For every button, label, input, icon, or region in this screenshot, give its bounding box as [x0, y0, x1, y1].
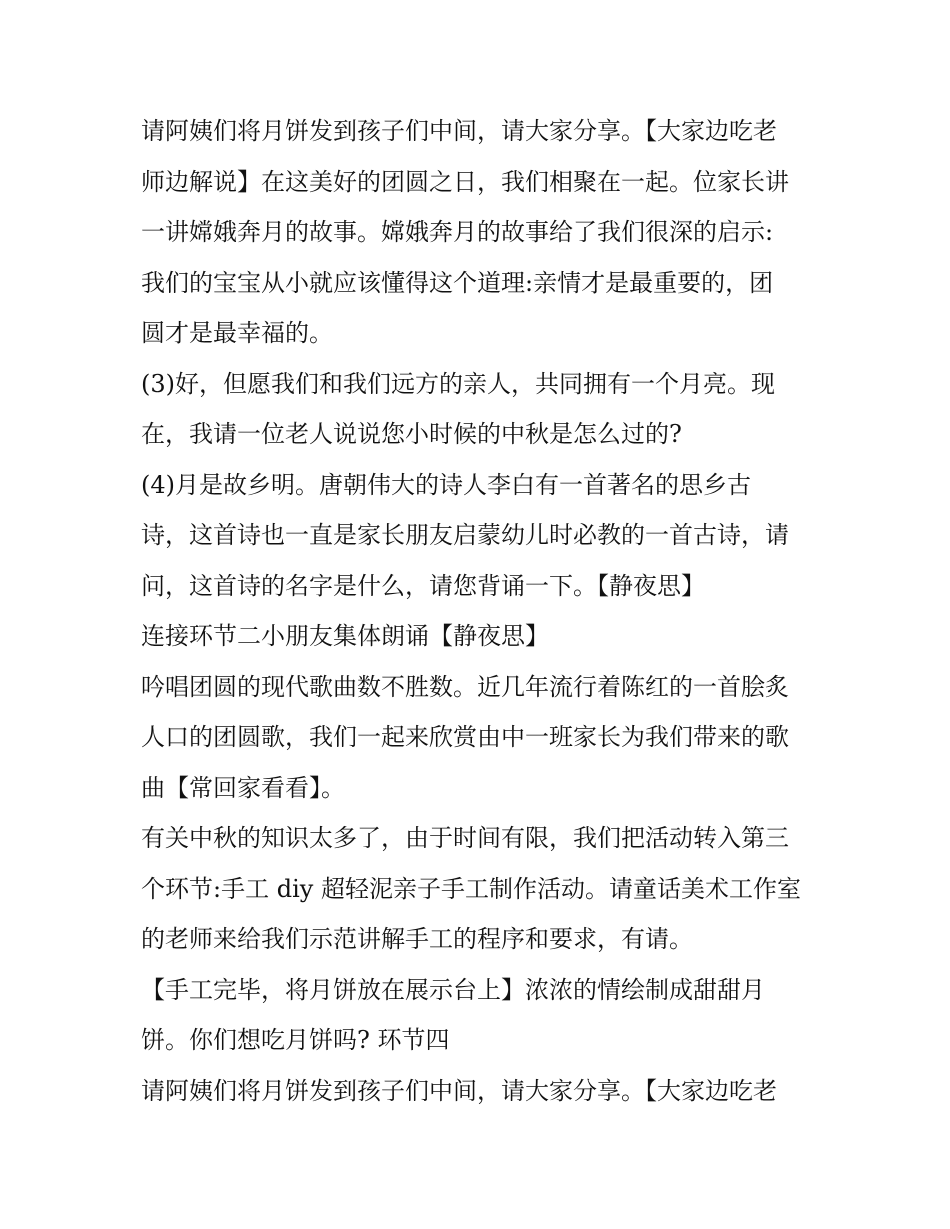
text-line: 连接环节二小朋友集体朗诵【静夜思】	[141, 622, 549, 650]
text-line: (3)好，但愿我们和我们远方的亲人，共同拥有一个月亮。现	[141, 369, 775, 398]
text-line: 个环节:手工 diy 超轻泥亲子手工制作活动。请童话美术工作室	[141, 874, 801, 903]
text-line: 诗，这首诗也一直是家长朋友启蒙幼儿时必教的一首古诗，请	[141, 521, 789, 549]
text-line: 我们的宝宝从小就应该懂得这个道理:亲情才是最重要的，团	[141, 268, 774, 297]
text-line: 在，我请一位老人说说您小时候的中秋是怎么过的?	[141, 420, 682, 448]
text-line: 问，这首诗的名字是什么，请您背诵一下。【静夜思】	[141, 571, 705, 600]
text-line: 一讲嫦娥奔月的故事。嫦娥奔月的故事给了我们很深的启示:	[141, 218, 774, 246]
text-line: 圆才是最幸福的。	[141, 319, 333, 347]
text-line: (4)月是故乡明。唐朝伟大的诗人李白有一首著名的思乡古	[141, 470, 751, 499]
text-line: 曲【常回家看看】。	[141, 773, 345, 802]
text-line: 请阿姨们将月饼发到孩子们中间，请大家分享。【大家边吃老	[141, 1076, 777, 1105]
text-line: 饼。你们想吃月饼吗? 环节四	[141, 1026, 450, 1054]
text-line: 师边解说】在这美好的团圆之日，我们相聚在一起。位家长讲	[141, 167, 789, 196]
text-line: 有关中秋的知识太多了，由于时间有限，我们把活动转入第三	[141, 824, 789, 852]
text-line: 人口的团圆歌，我们一起来欣赏由中一班家长为我们带来的歌	[141, 723, 789, 751]
text-line: 【手工完毕，将月饼放在展示台上】浓浓的情绘制成甜甜月	[141, 975, 765, 1004]
text-line: 吟唱团圆的现代歌曲数不胜数。近几年流行着陈红的一首脍炙	[141, 672, 789, 701]
document-body	[141, 106, 816, 1116]
text-line: 请阿姨们将月饼发到孩子们中间，请大家分享。【大家边吃老	[141, 117, 777, 145]
text-line: 的老师来给我们示范讲解手工的程序和要求，有请。	[141, 925, 693, 953]
